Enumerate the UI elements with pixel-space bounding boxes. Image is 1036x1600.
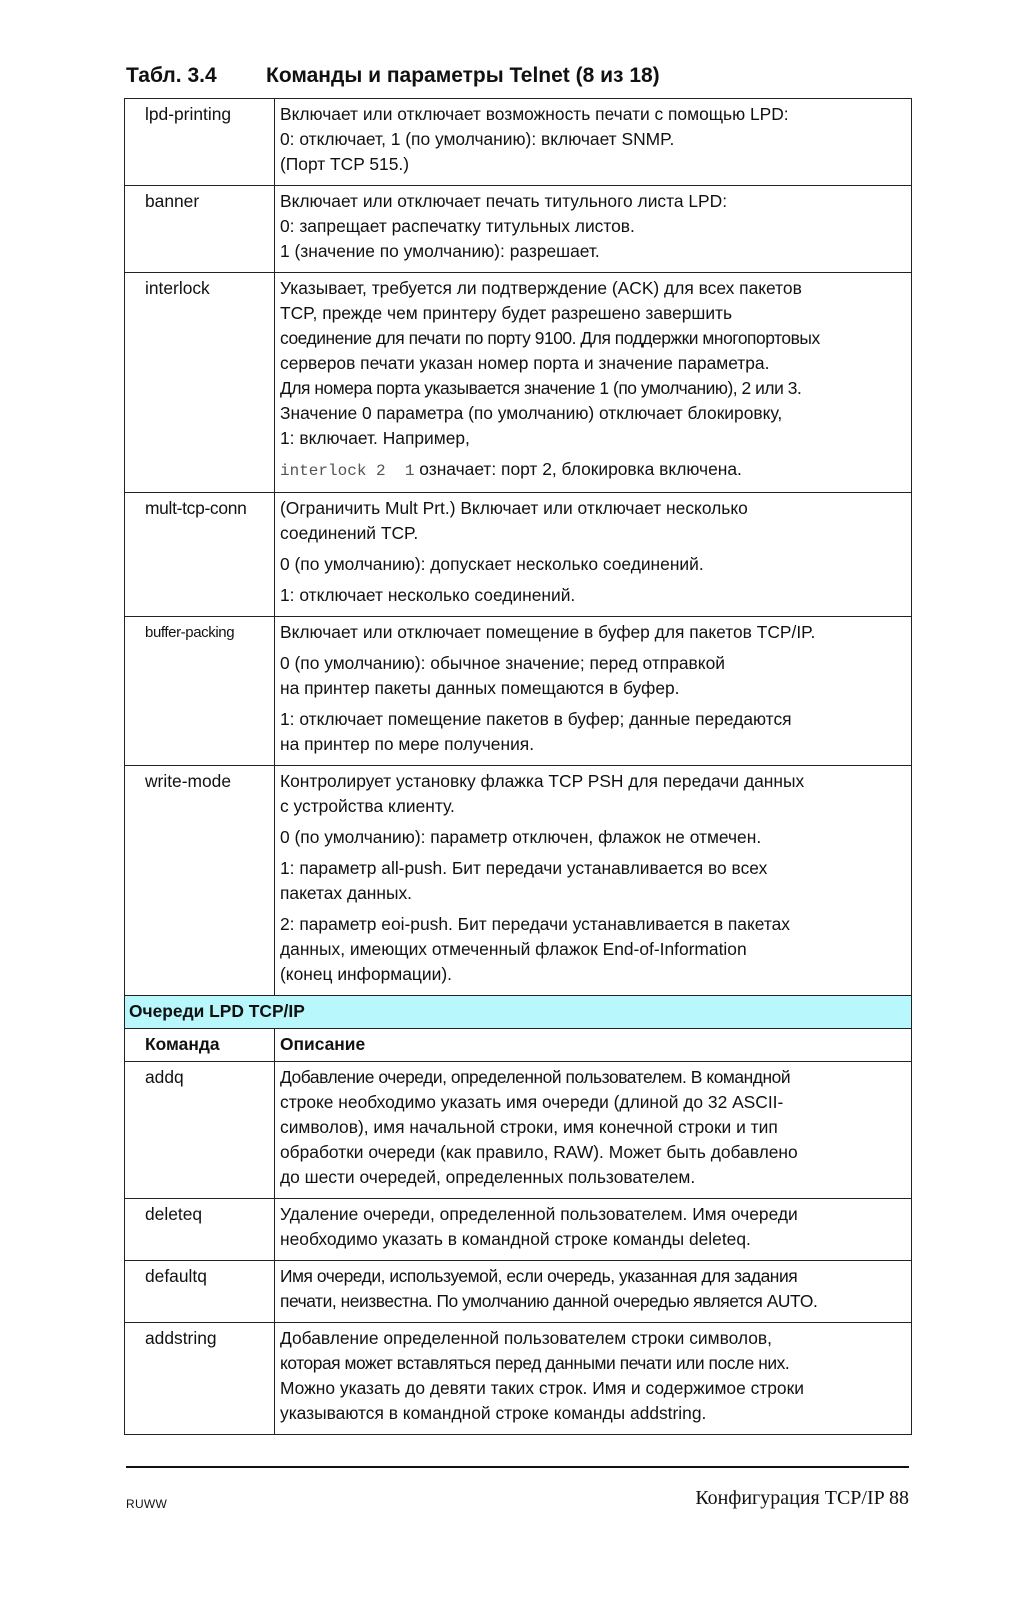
table-row — [125, 99, 912, 186]
description-cell — [275, 1062, 912, 1199]
command-cell: write-mode — [125, 766, 275, 996]
description-line: TCP, прежде чем принтеру будет разрешено завершить — [280, 303, 733, 323]
description-line: Добавление очереди, определенной пользователем. В командной — [280, 1067, 791, 1087]
description-line: Включает или отключает печать титульного листа LPD: — [280, 191, 728, 211]
description-line: 0 (по умолчанию): допускает несколько соединений. — [280, 554, 704, 574]
example-code: interlock 2 1 — [280, 462, 415, 480]
description-line: 0: отключает, 1 (по умолчанию): включает SNMP. — [280, 129, 675, 149]
example-line — [280, 457, 907, 484]
description-line: 1: отключает несколько соединений. — [280, 585, 576, 605]
column-header-description: Описание — [275, 1029, 912, 1062]
description-line: данных, имеющих отмеченный флажок End-of-Information — [280, 939, 747, 959]
footer-rule — [126, 1466, 909, 1468]
table-row — [125, 273, 912, 493]
table-row — [125, 766, 912, 996]
description-line: обработки очереди (как правило, RAW). Может быть добавлено — [280, 1142, 798, 1162]
table-title: Команды и параметры Telnet (8 из 18) — [266, 64, 660, 87]
description-line: Значение 0 параметра (по умолчанию) отключает блокировку, — [280, 403, 783, 423]
column-header-row — [125, 1029, 912, 1062]
table-row — [125, 1261, 912, 1323]
description-cell — [275, 186, 912, 273]
description-cell — [275, 1323, 912, 1435]
description-cell — [275, 766, 912, 996]
description-line: (конец информации). — [280, 964, 452, 984]
command-cell: addstring — [125, 1323, 275, 1435]
description-line: соединений TCP. — [280, 523, 419, 543]
description-line: 0 (по умолчанию): обычное значение; перед отправкой — [280, 653, 725, 673]
command-cell: interlock — [125, 273, 275, 493]
description-line: которая может вставляться перед данными печати или после них. — [280, 1353, 790, 1373]
description-line: строке необходимо указать имя очереди (длиной до 32 ASCII- — [280, 1092, 784, 1112]
description-line: Контролирует установку флажка TCP PSH для передачи данных — [280, 771, 805, 791]
description-cell — [275, 1199, 912, 1261]
command-cell: defaultq — [125, 1261, 275, 1323]
footer-left-label: RUWW — [126, 1497, 168, 1511]
description-line: Включает или отключает помещение в буфер для пакетов TCP/IP. — [280, 622, 816, 642]
description-line: Указывает, требуется ли подтверждение (ACK) для всех пакетов — [280, 278, 802, 298]
section-title: Очереди LPD TCP/IP — [125, 996, 912, 1029]
table-row — [125, 1062, 912, 1199]
description-line: с устройства клиенту. — [280, 796, 455, 816]
table-row — [125, 493, 912, 617]
description-line: до шести очередей, определенных пользователем. — [280, 1167, 696, 1187]
command-cell: mult-tcp-conn — [125, 493, 275, 617]
telnet-commands-table — [124, 98, 912, 1435]
description-line: Имя очереди, используемой, если очередь, указанная для задания — [280, 1266, 798, 1286]
description-line: символов), имя начальной строки, имя конечной строки и тип — [280, 1117, 778, 1137]
description-line: на принтер пакеты данных помещаются в буфер. — [280, 678, 680, 698]
command-cell: banner — [125, 186, 275, 273]
example-text: означает: порт 2, блокировка включена. — [414, 459, 742, 479]
description-line: печати, неизвестна. По умолчанию данной очередью является AUTO. — [280, 1291, 818, 1311]
description-line: Можно указать до девяти таких строк. Имя и содержимое строки — [280, 1378, 804, 1398]
table-row — [125, 617, 912, 766]
description-line: Включает или отключает возможность печати с помощью LPD: — [280, 104, 789, 124]
description-cell — [275, 617, 912, 766]
command-cell: addq — [125, 1062, 275, 1199]
description-line: 2: параметр eoi-push. Бит передачи устанавливается в пакетах — [280, 914, 791, 934]
section-header-row — [125, 996, 912, 1029]
table-row — [125, 1323, 912, 1435]
description-line: указываются в командной строке команды addstring. — [280, 1403, 707, 1423]
table-row — [125, 1199, 912, 1261]
footer-page-label: Конфигурация TCP/IP 88 — [695, 1487, 909, 1509]
description-cell — [275, 99, 912, 186]
table-caption — [126, 64, 926, 88]
description-line: (Порт TCP 515.) — [280, 154, 409, 174]
description-line: Удаление очереди, определенной пользователем. Имя очереди — [280, 1204, 798, 1224]
description-line: 1: отключает помещение пакетов в буфер; данные передаются — [280, 709, 792, 729]
column-header-command: Команда — [125, 1029, 275, 1062]
description-line: на принтер по мере получения. — [280, 734, 535, 754]
description-line: (Ограничить Mult Prt.) Включает или отключает несколько — [280, 498, 748, 518]
command-cell: deleteq — [125, 1199, 275, 1261]
description-line: Для номера порта указывается значение 1 (по умолчанию), 2 или 3. — [280, 378, 802, 398]
description-line: пакетах данных. — [280, 883, 413, 903]
description-line: 1 (значение по умолчанию): разрешает. — [280, 241, 600, 261]
description-line: 0 (по умолчанию): параметр отключен, флажок не отмечен. — [280, 827, 762, 847]
description-line: 0: запрещает распечатку титульных листов. — [280, 216, 635, 236]
description-cell — [275, 493, 912, 617]
description-cell — [275, 273, 912, 493]
table-row — [125, 186, 912, 273]
description-line: 1: включает. Например, — [280, 428, 470, 448]
command-cell: lpd-printing — [125, 99, 275, 186]
command-cell: buffer-packing — [125, 617, 275, 766]
description-line: Добавление определенной пользователем строки символов, — [280, 1328, 773, 1348]
description-line: соединение для печати по порту 9100. Для поддержки многопортовых — [280, 328, 820, 348]
description-line: необходимо указать в командной строке команды deleteq. — [280, 1229, 751, 1249]
description-cell — [275, 1261, 912, 1323]
table-number: Табл. 3.4 — [126, 64, 217, 87]
description-line: 1: параметр all-push. Бит передачи устанавливается во всех — [280, 858, 768, 878]
description-line: серверов печати указан номер порта и значение параметра. — [280, 353, 770, 373]
